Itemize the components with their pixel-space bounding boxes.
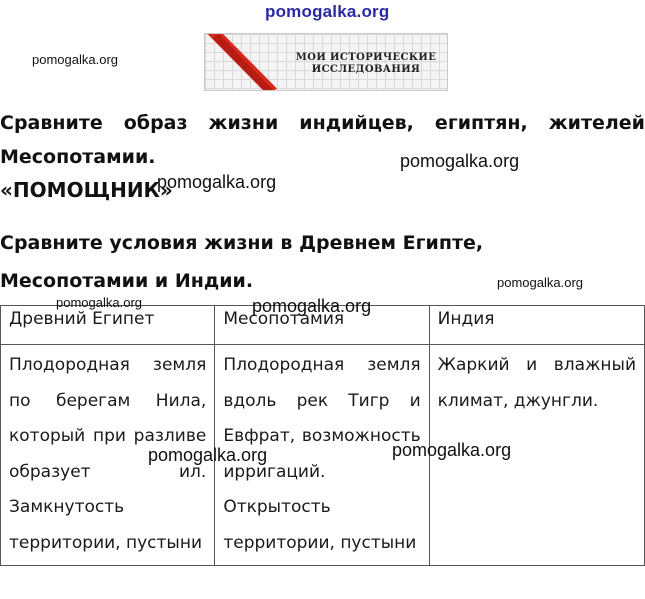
banner-title bbox=[281, 52, 451, 76]
question-text: Сравните условия жизни в Древнем Египте, Месопотамии и Индии. bbox=[0, 232, 484, 292]
watermark-cell-left: pomogalka.org bbox=[148, 445, 268, 465]
watermark-left: pomogalka.org bbox=[32, 52, 118, 67]
table-row bbox=[1, 345, 645, 566]
header-india: Индия bbox=[429, 306, 644, 345]
watermark-cell-right: pomogalka.org bbox=[392, 440, 512, 460]
section-banner bbox=[204, 33, 448, 91]
cell-india: Жаркий и влажный климат, джунгли. bbox=[429, 345, 644, 566]
header-mesopotamia: Месопотамия bbox=[215, 306, 429, 345]
banner-line-2: ИССЛЕДОВАНИЯ bbox=[311, 64, 421, 75]
cell-egypt: Плодородная земля по берегам Нила, который при разливе образует ил. Замкнутость территории, пустыни bbox=[1, 345, 215, 566]
header-egypt: Древний Египет bbox=[1, 306, 215, 345]
watermark-table-mid: pomogalka.org bbox=[252, 296, 372, 316]
watermark-heading: pomogalka.org bbox=[157, 172, 277, 192]
watermark-question-right: pomogalka.org bbox=[497, 275, 583, 290]
cell-mesopotamia: Плодородная земля вдоль рек Тигр и Евфрат, возможность ирригаций. Открытость территории, пустыни bbox=[215, 345, 429, 566]
watermark-table-left: pomogalka.org bbox=[56, 295, 142, 310]
watermark-right-title: pomogalka.org bbox=[400, 151, 520, 171]
comparison-table bbox=[0, 305, 645, 566]
watermark-top: pomogalka.org bbox=[265, 2, 390, 21]
section-heading: «ПОМОЩНИК» bbox=[0, 178, 173, 202]
task-text: Сравните образ жизни индийцев, египтян, жителей Месопотамии. bbox=[0, 112, 645, 168]
banner-line-1: МОИ ИСТОРИЧЕСКИЕ bbox=[295, 52, 437, 63]
